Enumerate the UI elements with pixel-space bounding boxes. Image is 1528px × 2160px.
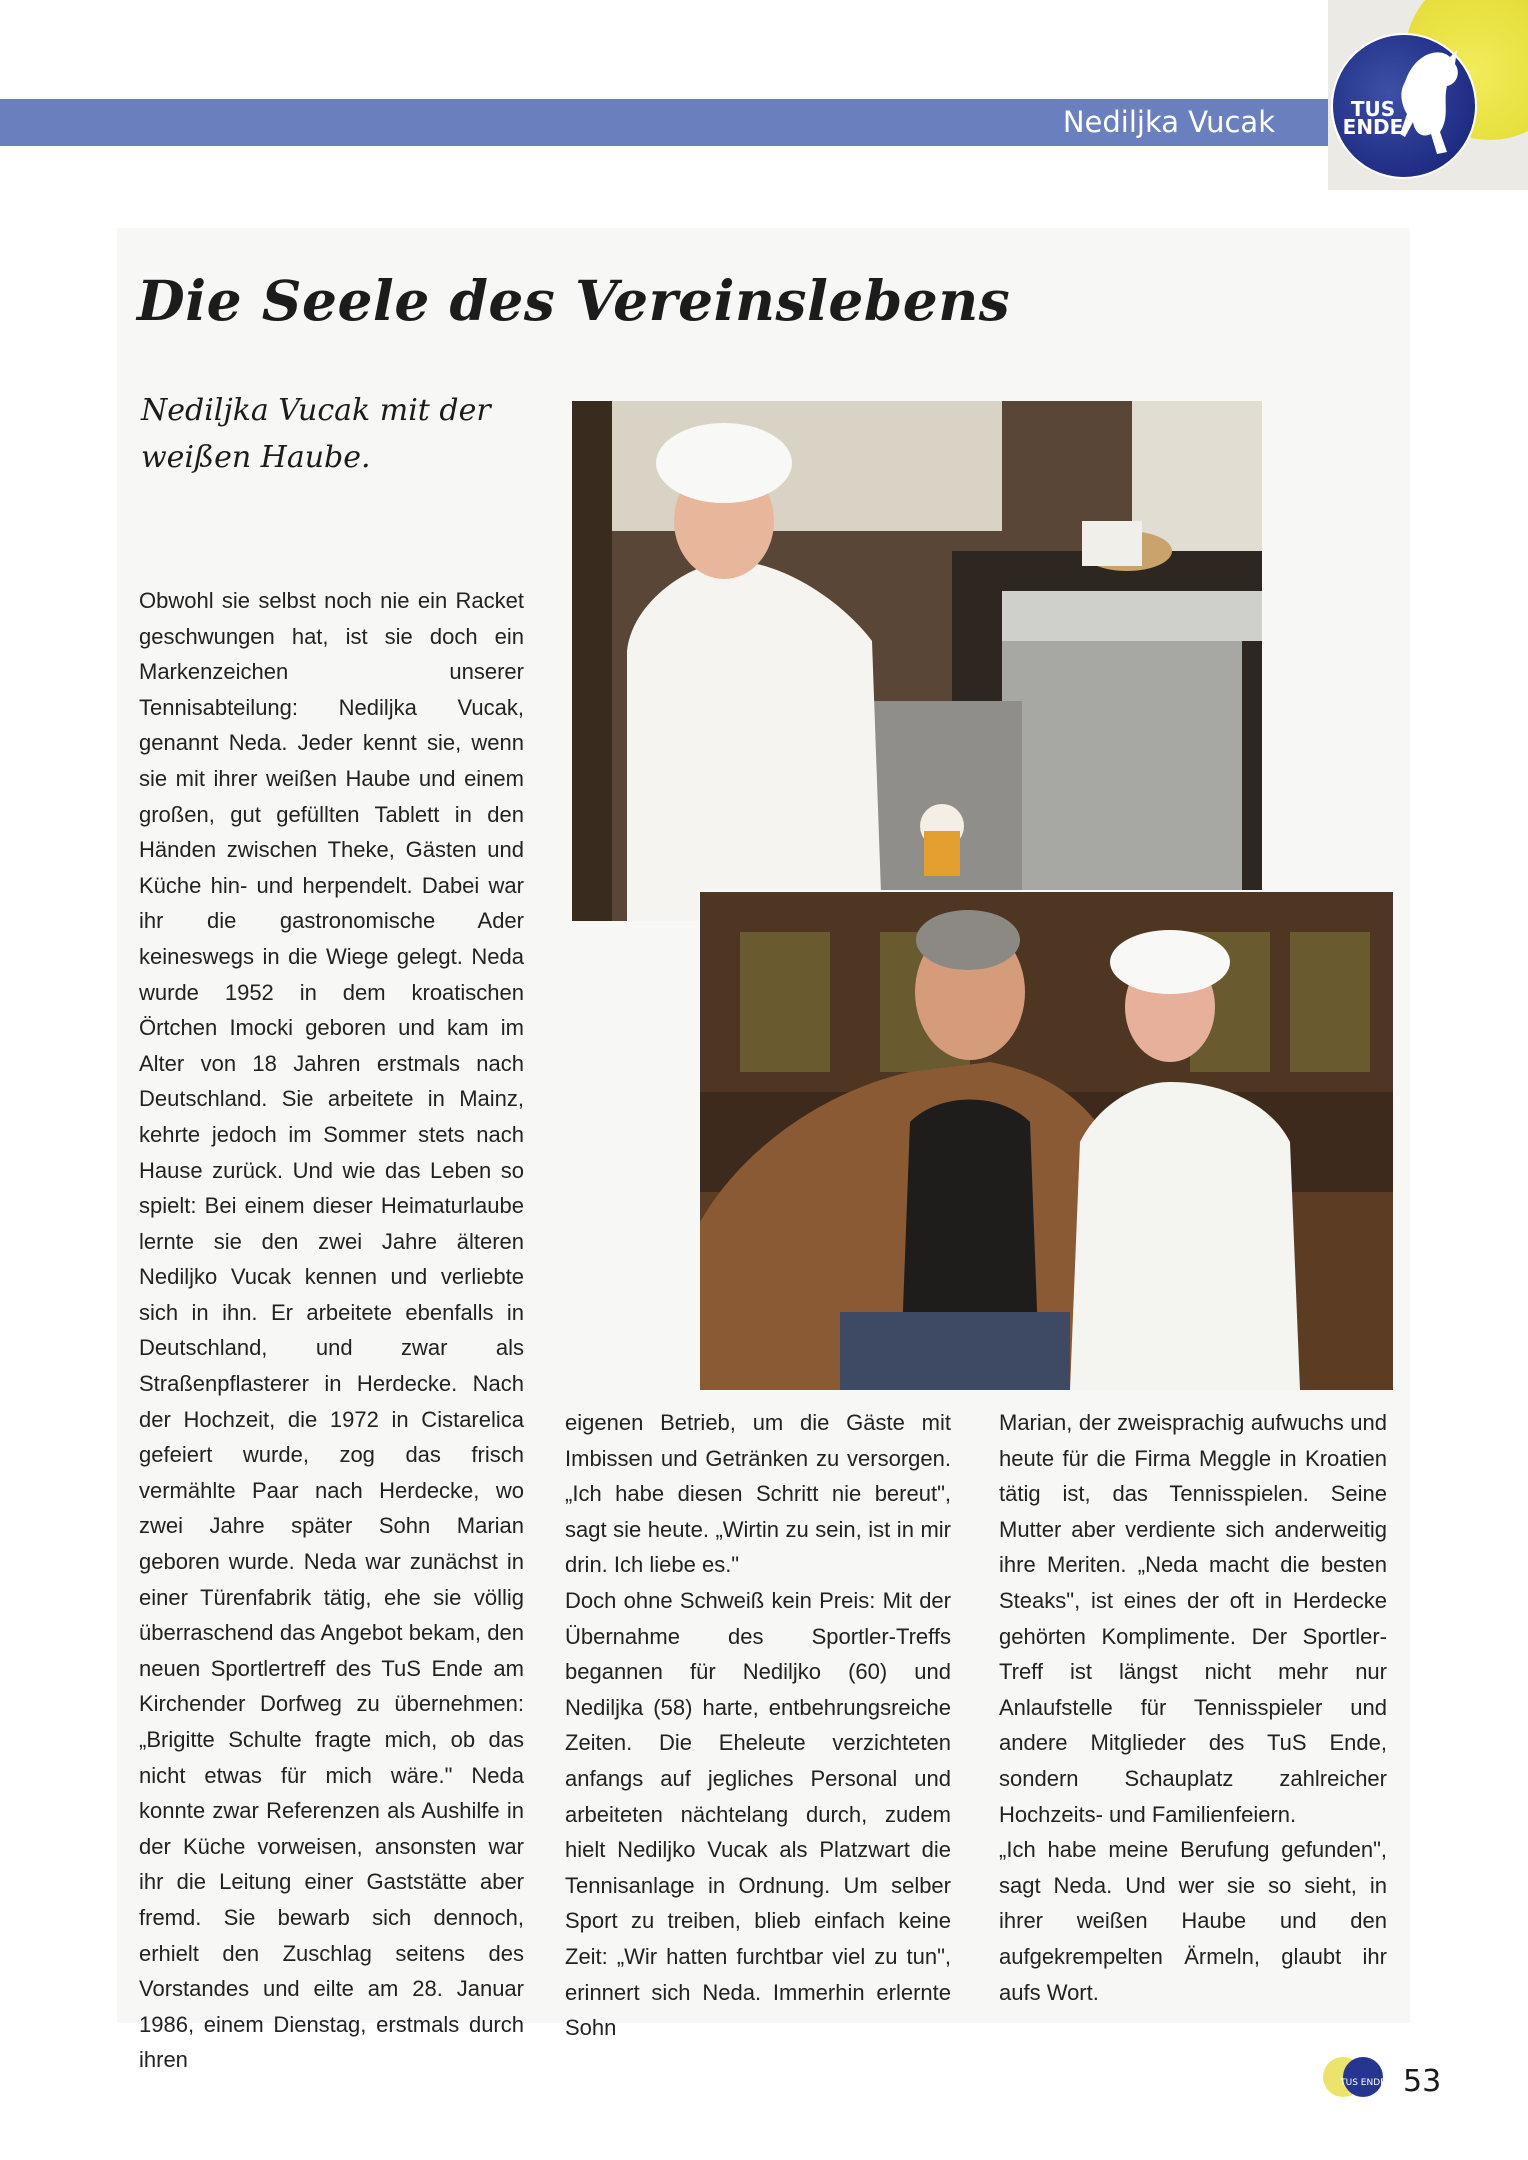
photo-couple — [698, 890, 1395, 1392]
article-headline: Die Seele des Vereinslebens — [137, 268, 1011, 333]
column-3-paragraph-2: „Ich habe meine Berufung gefunden", sagt Neda. Und wer sie so sieht, in ihrer weißen Haube und den aufgekrempelten Ärmeln, glaubt ihr aufs Wort. — [999, 1837, 1387, 2005]
photo-bar-tap — [572, 401, 1262, 921]
section-title: Nediljka Vucak — [1062, 105, 1275, 139]
footer-logo-text: TUS ENDE — [1340, 2078, 1386, 2088]
column-2-paragraph-2: Doch ohne Schweiß kein Preis: Mit der Übernahme des Sportler-Treffs begannen für Nediljko (60) und Nediljka (58) harte, entbehrungsreiche Zeiten. Die Eheleute verzichteten anfangs auf jegliches Personal und arbeiteten nächtelang durch, zudem hielt Nediljko Vucak als Platzwart die Tennisanlage in Ordnung. Um selber Sport zu treiben, blieb einfach keine Zeit: „Wir hatten furchtbar viel zu tun", erinnert sich Neda. Immerhin erlernte Sohn — [565, 1587, 951, 2041]
article-subhead: Nediljka Vucak mit der weißen Haube. — [141, 393, 491, 475]
logo-text-line1: TUS — [1350, 97, 1396, 121]
column-1-text: Obwohl sie selbst noch nie ein Racket geschwungen hat, ist sie doch ein Markenzeichen unserer Tennisabteilung: Nediljka Vucak, genannt Neda. Jeder kennt sie, wenn sie mit ihrer weißen Haube und einem großen, gut gefüllten Tablett in den Händen zwischen Theke, Gästen und Küche hin- und herpendelt. Dabei war ihr die gastronomische Ader keineswegs in die Wiege gelegt. Neda wurde 1952 in dem kroatischen Örtchen Imocki geboren und kam im Alter von 18 Jahren erstmals nach Deutschland. Sie arbeitete in Mainz, kehrte jedoch im Sommer stets nach Hause zurück. Und wie das Leben so spielt: Bei einem dieser Heimaturlaube lernte sie den zwei Jahre älteren Nediljko Vucak kennen und verliebte sich in ihn. Er arbeitete ebenfalls in Deutschland, und zwar als Straßenpflasterer in Herdecke. Nach der Hochzeit, die 1972 in Cistarelica gefeiert wurde, zog das frisch vermählte Paar nach Herdecke, wo zwei Jahre später Sohn Marian geboren wurde. Neda war zunächst in einer Türenfabrik tätig, ehe sie völlig überraschend das Angebot bekam, den neuen Sportlertreff des TuS Ende am Kirchender Dorfweg zu übernehmen: „Brigitte Schulte fragte mich, ob das nicht etwas für mich wäre." Neda konnte zwar Referenzen als Aushilfe in der Küche vorweisen, ansonsten war ihr die Leitung einer Gaststätte aber fremd. Sie bewarb sich dennoch, erhielt den Zuschlag seitens des Vorstandes und eilte am 28. Januar 1986, einem Dienstag, erstmals durch ihren — [139, 588, 524, 2073]
photo-couple-image — [700, 892, 1393, 1390]
footer-logo — [1313, 2052, 1393, 2102]
article-column-1 — [139, 583, 524, 2078]
article-column-2 — [565, 1405, 951, 2046]
column-3-paragraph-1: Marian, der zweisprachig aufwuchs und heute für die Firma Meggle in Kroatien tätig ist, das Tennisspielen. Seine Mutter aber verdiente sich anderweitig ihre Meriten. „Neda macht die besten Steaks", ist eines der oft in Herdecke gehörten Komplimente. Der Sportler-Treff ist längst nicht mehr nur Anlaufstelle für Tennisspieler und andere Mitglieder des TuS Ende, sondern Schauplatz zahlreicher Hochzeits- und Familienfeiern. — [999, 1410, 1387, 1827]
column-2-paragraph-1: eigenen Betrieb, um die Gäste mit Imbissen und Getränken zu versorgen. „Ich habe diesen Schritt nie bereut", sagt sie heute. „Wirtin zu sein, ist in mir drin. Ich liebe es." — [565, 1410, 951, 1578]
logo-text-line2: ENDE — [1342, 115, 1404, 139]
page-number: 53 — [1403, 2064, 1442, 2099]
logo-text — [1338, 97, 1408, 139]
photo-bar-tap-image — [572, 401, 1262, 921]
article-column-3 — [999, 1405, 1387, 2010]
